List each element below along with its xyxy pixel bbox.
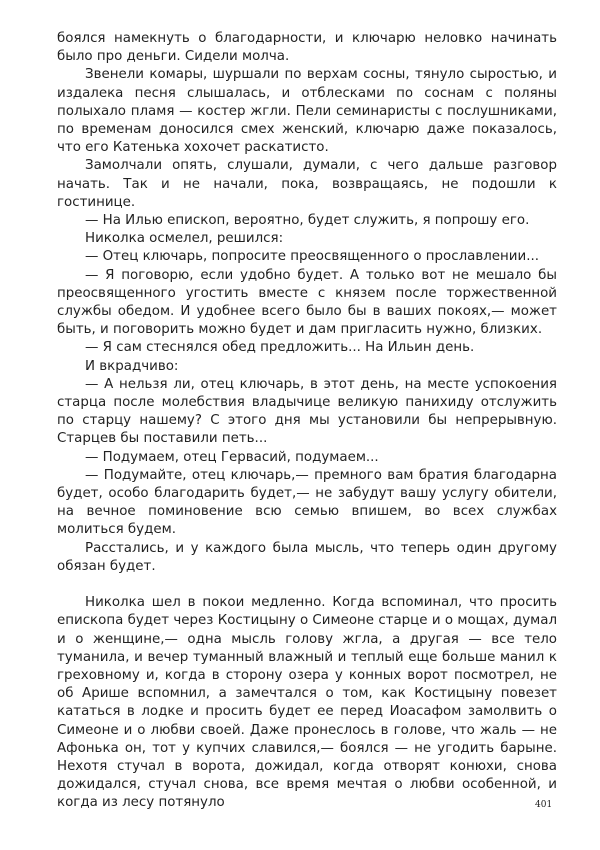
paragraph-8: — Я сам стеснялся обед предложить... На Ильин день. xyxy=(85,340,475,356)
page-number: 401 xyxy=(535,800,553,810)
paragraph-12: — Подумайте, отец ключарь,— премного вам братия благодарна будет, особо благодарить будет,— не забудут вашу услугу обители, на вечное поминовение всю семью впишем, во всех службах молиться будем. xyxy=(57,467,557,538)
paragraph-6: — Отец ключарь, попросите преосвященного о прославлении... xyxy=(85,249,539,265)
paragraph-13: Расстались, и у каждого была мысль, что теперь один другому обязан будет. xyxy=(57,540,557,574)
paragraph-1: боялся намекнуть о благодарности, и ключарю неловко начинать было про деньги. Сидели молча. xyxy=(57,31,557,65)
paragraph-2: Звенели комары, шуршали по верхам сосны, тянуло сыростью, и издалека песня слышалась, и отблесками по соснам с поляны полыхало пламя — костер жгли. Пели семинаристы с послушниками, по временам доносился смех женский, ключарю даже показалось, что его Катенька хохочет раскатисто. xyxy=(57,67,557,156)
paragraph-11: — Подумаем, отец Гервасий, подумаем... xyxy=(85,449,379,465)
section-gap xyxy=(57,576,557,594)
paragraph-5: Николка осмелел, решился: xyxy=(85,231,284,247)
page-text xyxy=(57,30,557,813)
paragraph-14: Николка шел в покои медленно. Когда вспоминал, что просить епископа будет через Костицыну о Симеоне старце и о мощах, думал и о женщине,— одна мысль голову жгла, а другая — все тело туманила, и вечер туманный влажный и теплый еще больше манил к греховному и, когда в сторону озера у конных ворот посмотрел, не об Арише вспомнил, а замечтался о том, как Костицыну повезет кататься в лодке и просить будет ее перед Иоасафом замолвить о Симеоне и о любви своей. Даже пронеслось в голове, что жаль — не Афонька он, тот у купчих славился,— боялся — не угодить барыне. Нехотя стучал в ворота, дожидал, когда отворят конюхи, снова дожидался, стучал снова, все время мечтая о любви особенной, и когда из лесу потянуло xyxy=(57,595,557,811)
paragraph-7: — Я поговорю, если удобно будет. А только вот не мешало бы преосвященного угостить вместе с князем после торжественной службы обедом. И удобнее всего было бы в ваших покоях,— может быть, и поговорить можно будет и дам пригласить нужно, близких. xyxy=(57,267,557,338)
paragraph-9: И вкрадчиво: xyxy=(85,358,179,374)
paragraph-10: — А нельзя ли, отец ключарь, в этот день, на месте успокоения старца после молебствия владычице великую панихиду отслужить по старцу нашему? С этого дня мы установили бы непрерывную. Старцев бы поставили петь... xyxy=(57,376,557,447)
paragraph-3: Замолчали опять, слушали, думали, с чего дальше разговор начать. Так и не начали, пока, возвращаясь, не подошли к гостинице. xyxy=(57,158,557,210)
paragraph-4: — На Илью епископ, вероятно, будет служить, я попрошу его. xyxy=(85,213,530,229)
